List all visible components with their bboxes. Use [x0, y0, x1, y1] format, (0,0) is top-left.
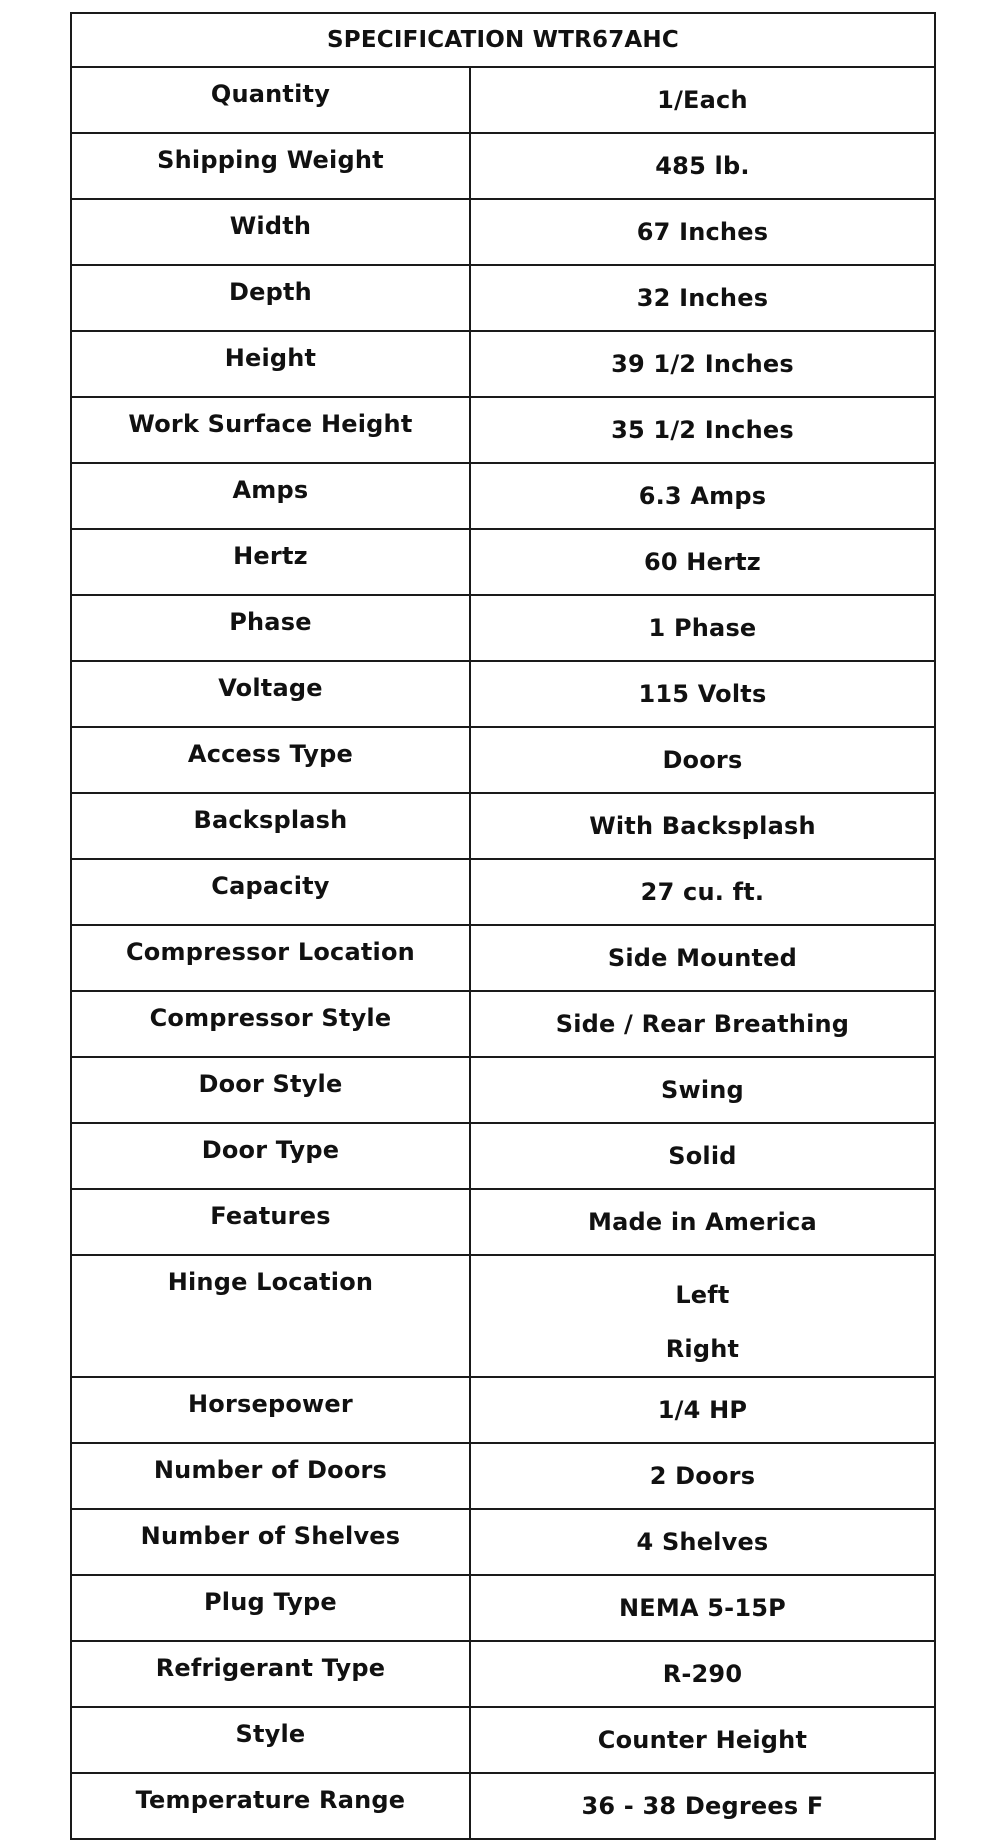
spec-label: Voltage: [71, 661, 470, 727]
table-row: [71, 661, 935, 727]
table-title: SPECIFICATION WTR67AHC: [71, 13, 935, 67]
spec-value: 485 lb.: [470, 133, 935, 199]
table-row: [71, 1641, 935, 1707]
spec-label: Access Type: [71, 727, 470, 793]
spec-label: Plug Type: [71, 1575, 470, 1641]
spec-label: Style: [71, 1707, 470, 1773]
spec-value: 1/Each: [470, 67, 935, 133]
spec-label: Temperature Range: [71, 1773, 470, 1839]
spec-label: Capacity: [71, 859, 470, 925]
spec-value: [470, 1255, 935, 1377]
spec-value: R-290: [470, 1641, 935, 1707]
spec-value: Made in America: [470, 1189, 935, 1255]
table-row: [71, 1443, 935, 1509]
table-row: [71, 199, 935, 265]
spec-label: Quantity: [71, 67, 470, 133]
spec-value: 1/4 HP: [470, 1377, 935, 1443]
spec-value: 27 cu. ft.: [470, 859, 935, 925]
spec-label: Depth: [71, 265, 470, 331]
spec-value: 67 Inches: [470, 199, 935, 265]
spec-value-line: Left: [675, 1281, 730, 1309]
spec-value: 115 Volts: [470, 661, 935, 727]
spec-value: Swing: [470, 1057, 935, 1123]
spec-value-line: Right: [665, 1335, 740, 1363]
table-row: [71, 1377, 935, 1443]
table-header-row: [71, 13, 935, 67]
spec-label: Features: [71, 1189, 470, 1255]
spec-label: Compressor Location: [71, 925, 470, 991]
spec-value: 4 Shelves: [470, 1509, 935, 1575]
spec-label: Refrigerant Type: [71, 1641, 470, 1707]
spec-label: Door Style: [71, 1057, 470, 1123]
spec-label: Hertz: [71, 529, 470, 595]
table-row: [71, 1509, 935, 1575]
spec-label: Work Surface Height: [71, 397, 470, 463]
table-row: [71, 1575, 935, 1641]
table-row: [71, 1773, 935, 1839]
spec-label: Hinge Location: [71, 1255, 470, 1377]
table-row: [71, 529, 935, 595]
spec-label: Amps: [71, 463, 470, 529]
table-body: [71, 67, 935, 1839]
table-row: [71, 1707, 935, 1773]
spec-label: Compressor Style: [71, 991, 470, 1057]
table-row: [71, 265, 935, 331]
spec-value: 2 Doors: [470, 1443, 935, 1509]
spec-label: Number of Doors: [71, 1443, 470, 1509]
spec-value: With Backsplash: [470, 793, 935, 859]
table-row: [71, 463, 935, 529]
spec-value: Side Mounted: [470, 925, 935, 991]
spec-label: Phase: [71, 595, 470, 661]
table-row: [71, 331, 935, 397]
table-row: [71, 859, 935, 925]
table-row: [71, 925, 935, 991]
table-row: [71, 1255, 935, 1377]
table-row: [71, 793, 935, 859]
spec-value: Side / Rear Breathing: [470, 991, 935, 1057]
spec-value: 32 Inches: [470, 265, 935, 331]
spec-value: 1 Phase: [470, 595, 935, 661]
spec-label: Width: [71, 199, 470, 265]
spec-label: Horsepower: [71, 1377, 470, 1443]
table-row: [71, 1123, 935, 1189]
spec-value: Solid: [470, 1123, 935, 1189]
spec-label: Height: [71, 331, 470, 397]
spec-value: 60 Hertz: [470, 529, 935, 595]
table-row: [71, 991, 935, 1057]
specification-table: [70, 12, 936, 1840]
table-row: [71, 67, 935, 133]
spec-label: Door Type: [71, 1123, 470, 1189]
spec-label: Shipping Weight: [71, 133, 470, 199]
table-row: [71, 1189, 935, 1255]
table-row: [71, 595, 935, 661]
spec-value: NEMA 5-15P: [470, 1575, 935, 1641]
spec-label: Backsplash: [71, 793, 470, 859]
spec-value: 6.3 Amps: [470, 463, 935, 529]
table-row: [71, 1057, 935, 1123]
spec-value: Counter Height: [470, 1707, 935, 1773]
table-row: [71, 397, 935, 463]
spec-value: 39 1/2 Inches: [470, 331, 935, 397]
spec-value: Doors: [470, 727, 935, 793]
spec-value: 35 1/2 Inches: [470, 397, 935, 463]
spec-value: 36 - 38 Degrees F: [470, 1773, 935, 1839]
spec-label: Number of Shelves: [71, 1509, 470, 1575]
table-row: [71, 133, 935, 199]
table-row: [71, 727, 935, 793]
